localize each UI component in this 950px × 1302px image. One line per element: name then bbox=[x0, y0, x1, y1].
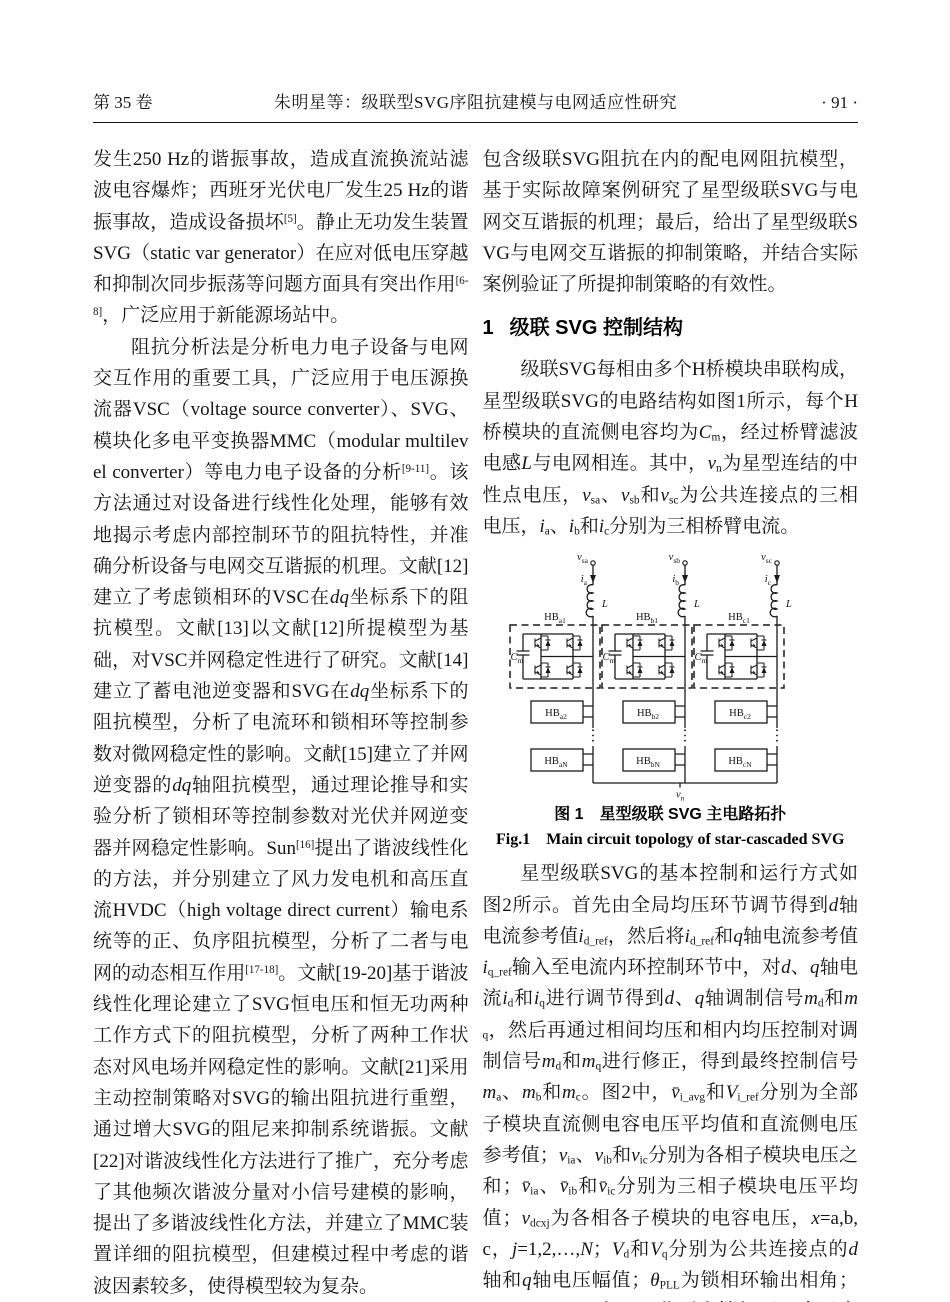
figure1-circuit-diagram: L $v_{sa}$ $i_a$ $HB_{a1}$ $HB_{a2}$ $HB_{aN}$ $v_{sb}$ $i_b$ $HB_{b1}$ $HB_{b2}$ $HB_{bN}$ $v_{sc}$ $i_c$ $HB_{c1}$ $HB_{c2}$ $HB_{cN}$ $v_n$ bbox=[485, 550, 855, 802]
figure1-phase-c bbox=[694, 552, 792, 783]
voltage-label-c: $v_{sc}$ bbox=[761, 552, 773, 566]
hb2-label-c: $HB_{c2}$ bbox=[729, 708, 752, 722]
figure1-caption-zh: 图 1 星型级联 SVG 主电路拓扑 bbox=[554, 806, 787, 824]
section-number: 1 bbox=[482, 317, 494, 340]
page-number: · 91 · bbox=[821, 93, 858, 112]
figure1 bbox=[483, 550, 859, 852]
figure1-phase-a bbox=[510, 552, 608, 783]
hb1-label-b: $HB_{b1}$ bbox=[636, 612, 659, 626]
hb1-label-c: $HB_{c1}$ bbox=[728, 612, 751, 626]
figure1-neutral-bus bbox=[593, 783, 777, 802]
two-column-body bbox=[93, 144, 858, 1302]
hbn-label-a: $HB_{aN}$ bbox=[544, 756, 568, 770]
paragraph-intro-continuation: 发生250 Hz的谐振事故，造成直流换流站滤波电容爆炸；西班牙光伏电厂发生25 Hz的谐振事故，造成设备损坏[5]。静止无功发生装置SVG（static var generator）在应对低电压穿越和抑制次同步振荡等问题方面具有突出作用[6-8]，广泛应用于新能源场站中。 bbox=[93, 149, 469, 327]
hbn-label-b: $HB_{bN}$ bbox=[636, 756, 661, 770]
paragraph-intro-end: 包含级联SVG阻抗在内的配电网阻抗模型，基于实际故障案例研究了星型级联SVG与电网交互谐振的机理；最后，给出了星型级联SVG与电网交互谐振的抑制策略，并结合实际案例验证了所提抑制策略的有效性。 bbox=[482, 149, 858, 296]
right-column bbox=[483, 144, 859, 1302]
paragraph-impedance-analysis: 阻抗分析法是分析电力电子设备与电网交互作用的重要工具，广泛应用于电压源换流器VSC（voltage source converter）、SVG、模块化多电平变换器MMC（modular multilevel converter）等电力电子设备的分析[9-11]。该方法通过对设备进行线性化处理，能够有效地揭示考虑内部控制环节的阻抗特性，并准确分析设备与电网交互谐振的机理。文献[12]建立了考虑锁相环的VSC在dq坐标系下的阻抗模型。文献[13]以文献[12]所提模型为基础，对VSC并网稳定性进行了研究。文献[14]建立了蓄电池逆变器和SVG在dq坐标系下的阻抗模型，分析了电流环和锁相环等控制参数对微网稳定性的影响。文献[15]建立了并网逆变器的dq轴阻抗模型，通过理论推导和实验分析了锁相环等控制参数对光伏并网逆变器并网稳定性影响。Sun[16]提出了谐波线性化的方法，并分别建立了风力发电机和高压直流HVDC（high voltage direct current）输电系统等的正、负序阻抗模型，分析了二者与电网的动态相互作用[17-18]。文献[19-20]基于谐波线性化理论建立了SVG恒电压和恒无功两种工作方式下的阻抗模型，分析了两种工作状态对风电场并网稳定性的影响。文献[21]采用主动控制策略对SVG的输出阻抗进行重塑，通过增大SVG的阻尼来抑制系统谐振。文献[22]对谐波线性化方法进行了推广，充分考虑了其他频次谐波分量对小信号建模的影响，提出了多谐波线性化方法，并建立了MMC装置详细的阻抗模型，但建模过程中考虑的谐波因素较多，使得模型较为复杂。 bbox=[93, 336, 469, 1297]
paragraph-control-description: 星型级联SVG的基本控制和运行方式如图2所示。首先由全局均压环节调节得到d轴电流参考值$i_{d\_ref}$，然后将$i_{d\_ref}$和q轴电流参考值$i_{q\_ref}$输入至电流内环控制环节中，对d、q轴电流$i_d$和$i_q$进行调节得到d、q轴调制信号$m_d$和$m_q$，然后再通过相间均压和相内均压控制对调制信号$m_d$和$m_q$进行修正，得到最终控制信号$m_a$、$m_b$和$m_c$。图2中，$v̄_{i\_avg}$和$V_{i\_ref}$分别为全部子模块直流侧电容电压平均值和直流侧电压参考值；$v_{ia}$、$v_{ib}$和$v_{ic}$分别为各相子模块电压之和；$v̄_{ia}$、$v̄_{ib}$和$v̄_{ic}$分别为三相子模块电压平均值；$v_{dcxj}$为各相各子模块的电容电压，x=a,b,c，j=1,2,…,N；$V_d$和$V_q$分别为公共连接点的d轴和q轴电压幅值；$\theta_{PLL}$为锁相环输出相角； bbox=[482, 863, 858, 1292]
voltage-label-a: $v_{sa}$ bbox=[577, 552, 589, 566]
hb2-label-b: $HB_{b2}$ bbox=[637, 708, 660, 722]
neutral-label: $v_n$ bbox=[676, 789, 685, 803]
running-title: 朱明星等：级联型SVG序阻抗建模与电网适应性研究 bbox=[273, 93, 677, 112]
voltage-label-b: $v_{sb}$ bbox=[668, 552, 681, 566]
hb1-label-a: $HB_{a1}$ bbox=[544, 612, 567, 626]
figure1-phase-b bbox=[602, 552, 700, 783]
section-title: 级联 SVG 控制结构 bbox=[509, 317, 683, 340]
journal-header bbox=[93, 88, 858, 123]
current-label-c: $i_c$ bbox=[764, 574, 772, 588]
section-heading-1 bbox=[483, 315, 859, 341]
hbn-label-c: $HB_{cN}$ bbox=[728, 756, 752, 770]
volume-label: 第 35 卷 bbox=[93, 93, 153, 112]
figure1-caption-en: Fig.1 Main circuit topology of star-cascaded SVG bbox=[496, 831, 845, 849]
current-label-b: $i_b$ bbox=[672, 574, 680, 588]
paragraph-cascaded-svg-structure: 级联SVG每相由多个H桥模块串联构成，星型级联SVG的电路结构如图1所示，每个H桥模块的直流侧电容均为$C_m$，经过桥臂滤波电感L与电网相连。其中，$v_n$为星型连结的中性点电压，$v_{sa}$、$v_{sb}$和$v_{sc}$为公共连接点的三相电压，$i_a$、$i_b$和$i_c$分别为三相桥臂电流。 bbox=[482, 359, 858, 538]
current-label-a: $i_a$ bbox=[580, 574, 588, 588]
left-column bbox=[93, 144, 469, 1302]
hb2-label-a: $HB_{a2}$ bbox=[545, 708, 568, 722]
